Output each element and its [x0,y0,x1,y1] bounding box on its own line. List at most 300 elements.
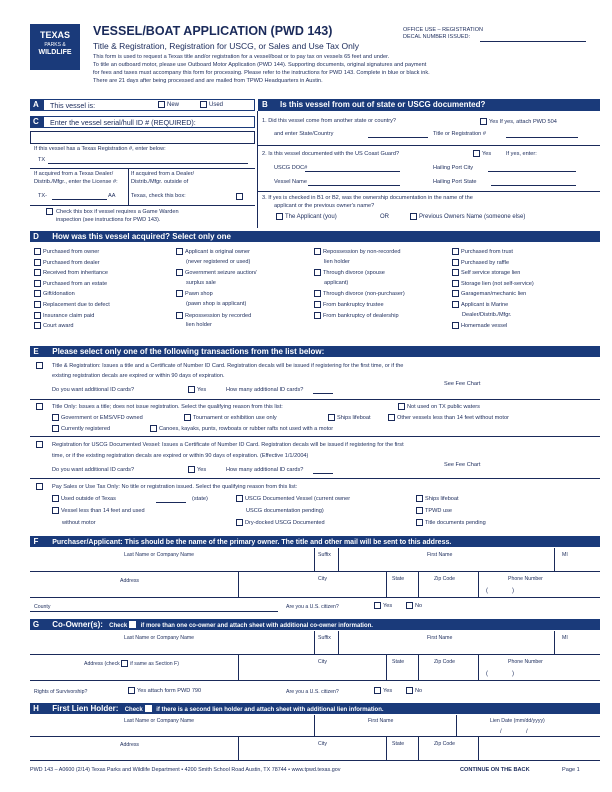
t3-fee-chart[interactable]: See Fee Chart [444,462,481,468]
t4-less-14ft-option[interactable] [52,507,145,514]
acquired-col1-label-6: Insurance claim paid [43,312,95,319]
acquired-col1-item-0[interactable] [34,248,110,259]
used-option[interactable] [200,101,223,108]
h-address-row[interactable] [30,737,600,761]
acquired-col3-checkbox-2[interactable] [314,269,321,276]
t3-yes-label: Yes [197,466,207,473]
acquired-col3-label-5: From bankruptcy trustee [323,301,384,308]
page-number: Page 1 [562,767,580,773]
acquired-col3-checkbox-5[interactable] [314,301,321,308]
b1-yes-checkbox[interactable] [480,118,487,125]
h-second-lien-checkbox[interactable] [145,705,152,712]
b1-yes-label: Yes If yes, attach PWD 504 [489,118,557,125]
acquired-col3-label-2: Through divorce (spouse [323,270,385,277]
g-citizen-label: Are you a U.S. citizen? [286,689,339,695]
footer-text: PWD 143 – A0600 (2/14) Texas Parks and Wildlife Department • 4200 Smith School Road Austin, TX 78744 • www.tpwd.texas.gov [30,767,341,773]
acquired-col1-label-4: Gift/donation [43,291,75,298]
acquired-col3-checkbox-6[interactable] [314,312,321,319]
b3-question-1: 3. If yes is checked in B1 or B2, was the ownership documentation in the name of the [262,195,473,201]
decal-number-text: DECAL NUMBER ISSUED: [403,34,471,40]
acquired-col4-item-3[interactable] [452,280,534,291]
t3-how-many: How many additional ID cards? [226,467,304,473]
b3-previous-owner-label: Previous Owners Name (someone else) [419,214,526,221]
t4-outside-texas-checkbox[interactable] [52,495,59,502]
g-citizen-yes-checkbox[interactable] [374,687,381,694]
t2-currently-registered-checkbox[interactable] [52,425,59,432]
f-first-name-label: First Name [427,552,453,558]
section-d-label: How was this vessel acquired? Select only one [52,232,231,241]
f-phone-area-close: ) [512,588,514,594]
section-e-bar [30,346,600,357]
g-first-name-label: First Name [427,635,453,641]
dealer-license-field[interactable] [52,199,107,200]
g-rights-yes-checkbox[interactable] [128,687,135,694]
h-date-sep-1: / [500,729,502,735]
acquired-col4-label-2: Self service storage lien [461,270,521,277]
g-address-label [84,660,179,667]
office-use-label: OFFICE USE – REGISTRATION [403,27,483,33]
acquired-col3-item-3 [314,280,405,291]
acquired-col4-checkbox-7[interactable] [452,322,459,329]
section-e-label: Please select only one of the following transactions from the list below: [52,347,325,356]
g-citizen-yes-label: Yes [383,687,393,694]
g-city-label: City [318,659,327,665]
acquired-col1-item-5[interactable] [34,301,110,312]
game-warden-checkbox[interactable] [46,208,53,215]
used-label: Used [209,102,224,109]
acquired-col3-item-5[interactable] [314,301,405,312]
acquired-col3-checkbox-0[interactable] [314,248,321,255]
f-address-label: Address [120,578,140,584]
decal-number-label [403,34,470,40]
intro-line-1: This form is used to request a Texas title and/or registration for a vessel/boat or to pay tax on vessels 65 feet and under. [93,54,390,60]
t1-yes-checkbox[interactable] [188,386,195,393]
g-phone-area-close: ) [512,671,514,677]
acquired-col2-label-2: Government seizure auction/ [185,270,257,277]
t4-tpwd-use-option[interactable] [416,507,452,514]
acquired-col1-label-1: Purchased from dealer [43,259,100,266]
acquired-col2-checkbox-2[interactable] [176,269,183,276]
acquired-column-4 [452,248,534,333]
t4-uscg-documented-label: USCG Documented Vessel (current owner [245,495,351,502]
t2-tournament-checkbox[interactable] [184,414,191,421]
acquired-col1-item-2[interactable] [34,269,110,280]
title-registration-checkbox[interactable] [36,362,43,369]
g-zip-label: Zip Code [434,659,456,665]
decal-number-field[interactable] [480,41,586,42]
b1-title-reg-field[interactable] [506,137,578,138]
acquired-col2-checkbox-6[interactable] [176,312,183,319]
b3-applicant-option[interactable] [276,213,337,220]
t1-how-many: How many additional ID cards? [226,387,304,393]
acquired-col2-label-6: Repossession by recorded [185,312,252,319]
acquired-col3-item-1 [314,259,405,270]
acquired-col2-label-1: (never registered or used) [186,258,251,265]
acquired-col2-item-0[interactable] [176,248,257,259]
sales-tax-only-desc: Pay Sales or Use Tax Only: No title or registration issued. Select the qualifying reason from this list: [52,484,298,490]
acquired-col1-label-5: Replacement due to defect [43,301,110,308]
aa-suffix: AA [108,193,116,199]
acquired-col1-label-3: Purchased from an estate [43,280,108,287]
acquired-col2-label-0: Applicant is original owner [185,248,250,255]
acquired-col3-item-2[interactable] [314,269,405,280]
section-a-label: This vessel is: [50,101,96,110]
f-suffix-label: Suffix [318,552,331,558]
f-citizen-no-checkbox[interactable] [406,602,413,609]
acquired-col2-label-5: (pawn shop is applicant) [186,300,247,307]
t4-state-field[interactable] [156,502,186,503]
acquired-col3-label-0: Repossession by non-recorded [323,248,401,255]
title-registration-desc-2: existing registration decals are expired or within 90 days of expiration. [52,373,225,379]
f-city-label: City [318,576,327,582]
acquired-col4-label-1: Purchased by raffle [461,259,510,266]
acquired-col1-label-0: Purchased from owner [43,248,100,255]
b3-or: OR [380,214,389,220]
section-f-letter: F [30,536,42,547]
t4-outside-texas-label: Used outside of Texas [61,495,116,502]
g-rights-yes-label: Yes attach form PWD 790 [137,687,202,694]
title-registration-desc-1: Title & Registration: Issues a title and a Certificate of Number ID Card. Registration decals will be issued if registering for the first time, or if the [52,363,404,369]
g-same-address-checkbox[interactable] [121,660,128,667]
g-citizen-yes-option[interactable] [374,687,392,694]
t2-government-label: Government or EMS/VFD owned [61,414,143,421]
acquired-col1-item-6[interactable] [34,312,110,323]
tx-prefix: TX [38,157,46,163]
t4-lifeboat-label: Ships lifeboat [425,495,459,502]
uscg-registration-desc-2: time, or if the existing registration decals are expired or within 90 days of expiration. (Effective 1/1/2004) [52,453,309,459]
acquired-col1-item-7[interactable] [34,322,110,333]
section-g-bar [30,619,600,630]
tx-dealer-prefix: TX- [38,193,48,199]
game-warden-label-1: Check this box if vessel requires a Game Warden [56,209,179,215]
g-address-tail: if same as Section F) [130,660,179,667]
t4-tpwd-use-label: TPWD use [425,507,453,514]
b3-applicant-label: The Applicant (you) [285,214,337,221]
f-zip-label: Zip Code [434,576,456,582]
hailing-city-field[interactable] [488,171,576,172]
f-phone-area: ( [486,588,488,594]
uscg-doc-label: USCG DOC# [274,165,308,171]
t2-other-vessels-checkbox[interactable] [388,414,395,421]
f-county-field[interactable] [30,598,278,612]
acquired-col1-checkbox-6[interactable] [34,312,41,319]
acquired-col4-label-0: Purchased from trust [461,248,513,255]
h-address-label: Address [120,742,140,748]
acquired-col1-checkbox-2[interactable] [34,269,41,276]
b3-previous-owner-option[interactable] [410,213,525,220]
vessel-name-field[interactable] [308,185,400,186]
t4-less-14ft-label: Vessel less than 14 feet and used [61,507,145,514]
g-mi-label: MI [562,635,568,641]
t4-lifeboat-option[interactable] [416,495,459,502]
h-zip-label: Zip Code [434,741,456,747]
section-g-check: Check [109,623,128,629]
out-of-state-dealer-2: Distrib./Mfgr. outside of [131,179,189,185]
uscg-registration-checkbox[interactable] [36,441,43,448]
acquired-col1-checkbox-1[interactable] [34,259,41,266]
t1-fee-chart[interactable]: See Fee Chart [444,381,481,387]
t4-title-pending-option[interactable] [416,519,486,526]
section-g-check-tail: if more than one co-owner and attach sheet with additional co-owner information. [140,623,373,629]
intro-line-2: To title an outboard motor, please use Outboard Motor Application (PWD 144). Supporting documents, original signatures and payment [93,62,427,68]
acquired-col4-item-6 [452,312,534,323]
acquired-col3-item-6[interactable] [314,312,405,323]
g-citizen-no-option[interactable] [406,687,422,694]
t4-uscg-documented-option[interactable] [236,495,350,502]
t2-government-option[interactable] [52,414,143,421]
acquired-col2-item-6[interactable] [176,312,257,323]
serial-hull-field[interactable] [30,131,255,144]
tx-registration-label: If this vessel has a Texas Registration #, enter below: [34,146,166,152]
f-mi-label: MI [562,552,568,558]
continue-on-back: CONTINUE ON THE BACK [460,767,530,773]
b1-title-reg-label: Title or Registration # [433,131,486,137]
t2-other-vessels-label: Other vessels less than 14 feet without motor [397,414,509,421]
h-last-name-label: Last Name or Company Name [124,718,195,724]
section-a-letter: A [33,100,39,109]
b3-question-2: applicant or the previous owner's name? [274,203,375,209]
t4-outside-texas-option[interactable] [52,495,116,502]
acquired-col3-label-3: applicant) [324,279,349,286]
acquired-col2-item-4[interactable] [176,290,257,301]
section-g-letter: G [30,619,42,630]
t2-currently-registered-label: Currently registered [61,425,111,432]
section-h-label: First Lien Holder: [52,704,119,713]
t4-uscg-pending: USCG documentation pending) [246,508,324,514]
acquired-col1-checkbox-0[interactable] [34,248,41,255]
t3-how-many-field[interactable] [313,473,333,474]
h-state-label: State [392,741,405,747]
acquired-col4-item-4[interactable] [452,290,534,301]
acquired-col4-label-4: Garageman/mechanic lien [461,291,527,298]
acquired-col2-item-5 [176,301,257,312]
t4-tpwd-use-checkbox[interactable] [416,507,423,514]
b2-if-yes: If yes, enter: [506,151,537,157]
acquired-col1-checkbox-5[interactable] [34,301,41,308]
b1-state-country-label: and enter State/Country [274,131,334,137]
acquired-col3-label-6: From bankruptcy of dealership [323,312,399,319]
section-h-bar [30,703,600,714]
h-lien-date-label: Lien Date (mm/dd/yyyy) [490,718,545,724]
acquired-col1-checkbox-7[interactable] [34,322,41,329]
uscg-registration-desc-1: Registration for USCG Documented Vessel: Issues a Certificate of Number ID Card. Registration decals will be issued if registering for the first [52,442,404,448]
t2-currently-registered-option[interactable] [52,425,110,432]
t3-yes-checkbox[interactable] [188,466,195,473]
acquired-col3-item-0[interactable] [314,248,405,259]
t4-title-pending-label: Title documents pending [425,519,486,526]
tx-registration-field[interactable] [48,163,248,164]
f-phone-label: Phone Number [508,576,543,582]
acquired-col1-item-3[interactable] [34,280,110,291]
b2-yes-checkbox[interactable] [473,150,480,157]
b3-previous-owner-checkbox[interactable] [410,213,417,220]
acquired-col4-label-3: Storage lien (not self-service) [461,280,534,287]
section-b-label: Is this vessel from out of state or USCG documented? [280,100,486,109]
acquired-col1-item-1[interactable] [34,259,110,270]
dealer-license-label-1: If acquired from a Texas Dealer/ [34,171,114,177]
section-b-letter: B [262,100,268,109]
t3-yes-option[interactable] [188,466,206,473]
acquired-col1-label-2: Received from inheritance [43,270,108,277]
g-more-coowners-checkbox[interactable] [129,621,136,628]
t2-not-used-label: Not used on TX public waters [407,403,480,410]
acquired-col4-checkbox-5[interactable] [452,301,459,308]
t4-title-pending-checkbox[interactable] [416,519,423,526]
acquired-col1-checkbox-3[interactable] [34,280,41,287]
t2-government-checkbox[interactable] [52,414,59,421]
acquired-col2-label-7: lien holder [186,322,212,329]
t3-additional-ids: Do you want additional ID cards? [52,467,135,473]
dealer-license-label-2: Distrib./Mfgr., enter the License #: [34,179,118,185]
section-c-letter: C [33,117,39,126]
f-citizen-yes-label: Yes [383,602,393,609]
logo-text-bot: WILDLIFE [38,49,72,56]
f-citizen-no-label: No [415,602,423,609]
b2-question: 2. Is this vessel documented with the US Coast Guard? [262,151,400,157]
title-only-checkbox[interactable] [36,403,43,410]
acquired-col1-item-4[interactable] [34,290,110,301]
t1-yes-option[interactable] [188,386,206,393]
acquired-col3-label-4: Through divorce (non-purchaser) [323,291,405,298]
t2-canoes-checkbox[interactable] [150,425,157,432]
g-name-row[interactable] [30,631,600,655]
g-phone-label: Phone Number [508,659,543,665]
acquired-col2-item-1 [176,259,257,270]
t2-canoes-label: Canoes, kayaks, punts, rowboats or rubber rafts not used with a motor [159,425,334,432]
t2-not-used-checkbox[interactable] [398,403,405,410]
acquired-col3-checkbox-4[interactable] [314,290,321,297]
acquired-col4-checkbox-3[interactable] [452,280,459,287]
f-last-name-label: Last Name or Company Name [124,552,195,558]
acquired-col4-item-0[interactable] [452,248,534,259]
acquired-col2-item-3 [176,280,257,291]
t2-canoes-option[interactable] [150,425,333,432]
section-h-check-tail: if there is a second lien holder and attach sheet with additional lien information. [156,707,384,713]
acquired-col3-item-4[interactable] [314,290,405,301]
g-phone-area: ( [486,671,488,677]
f-county-label: County [34,604,51,610]
acquired-col2-checkbox-0[interactable] [176,248,183,255]
t2-tournament-option[interactable] [184,414,277,421]
new-label: New [167,102,180,109]
section-h-check: Check [124,707,143,713]
g-last-name-label: Last Name or Company Name [124,635,195,641]
acquired-col1-checkbox-4[interactable] [34,290,41,297]
title-only-desc: Title Only: Issues a title; does not issue registration. Select the qualifying reason from this list: [52,404,283,410]
g-suffix-label: Suffix [318,635,331,641]
t4-without-motor: without motor [62,520,96,526]
f-name-row[interactable] [30,548,600,572]
uscg-doc-field[interactable] [305,171,400,172]
acquired-col4-item-1[interactable] [452,259,534,270]
intro-line-3: for fees and taxes must accompany this form for processing. Please refer to the instructions for PWD 143. Complete in blue or black ink. [93,70,430,76]
used-checkbox[interactable] [200,101,207,108]
logo-text-mid: PARKS & [44,42,66,48]
section-g-label: Co-Owner(s): [52,620,103,629]
acquired-col2-item-2[interactable] [176,269,257,280]
t2-other-vessels-option[interactable] [388,414,509,421]
t2-lifeboat-label: Ships lifeboat [337,414,371,421]
out-of-state-dealer-3: Texas, check this box: [131,193,186,199]
acquired-col1-label-7: Court award [43,323,74,330]
t1-additional-ids: Do you want additional ID cards? [52,387,135,393]
hailing-state-label: Hailing Port State [433,179,477,185]
t2-tournament-label: Tournament or exhibition use only [193,414,277,421]
out-of-state-dealer-1: If acquired from a Dealer/ [131,171,195,177]
acquired-column-2 [176,248,257,333]
intro-line-4: There are 21 days after being processed and are mailed from TPWD Headquarters in Austin. [93,78,323,84]
b1-yes-option[interactable] [480,118,557,125]
b1-state-country-field[interactable] [368,137,428,138]
acquired-col4-item-2[interactable] [452,269,534,280]
new-checkbox[interactable] [158,101,165,108]
acquired-col4-checkbox-4[interactable] [452,290,459,297]
f-citizen-label: Are you a U.S. citizen? [286,604,339,610]
page-title: VESSEL/BOAT APPLICATION (PWD 143) [93,24,333,38]
logo-text-top: TEXAS [39,30,70,40]
section-e-letter: E [30,346,42,357]
acquired-col4-item-5[interactable] [452,301,534,312]
new-option[interactable] [158,101,179,108]
section-c-label: Enter the vessel serial/hull ID # (REQUIRED): [50,118,196,127]
acquired-col4-checkbox-0[interactable] [452,248,459,255]
g-citizen-no-label: No [415,687,423,694]
g-rights-yes-option[interactable] [128,687,201,694]
page-subtitle: Title & Registration, Registration for USCG, or Sales and Use Tax Only [93,41,359,51]
acquired-col2-checkbox-4[interactable] [176,290,183,297]
section-d-letter: D [30,231,42,242]
hailing-state-field[interactable] [491,185,576,186]
out-of-state-dealer-checkbox[interactable] [236,193,243,200]
b2-yes-label: Yes [482,150,492,157]
acquired-col4-label-7: Homemade vessel [461,323,508,330]
hailing-city-label: Hailing Port City [433,165,474,171]
t2-lifeboat-option[interactable] [328,414,371,421]
b1-question: 1. Did this vessel come from another state or country? [262,118,396,124]
t1-how-many-field[interactable] [313,393,333,394]
t4-uscg-documented-checkbox[interactable] [236,495,243,502]
b2-yes-option[interactable] [473,150,491,157]
acquired-col4-checkbox-2[interactable] [452,269,459,276]
t4-lifeboat-checkbox[interactable] [416,495,423,502]
b3-applicant-checkbox[interactable] [276,213,283,220]
acquired-col4-checkbox-1[interactable] [452,259,459,266]
t4-dry-docked-option[interactable] [236,519,325,526]
t4-less-14ft-checkbox[interactable] [52,507,59,514]
f-citizen-no-option[interactable] [406,602,422,609]
sales-tax-only-checkbox[interactable] [36,483,43,490]
g-address-text: Address (check [84,660,120,667]
g-state-label: State [392,659,405,665]
h-date-sep-2: / [526,729,528,735]
acquired-column-1 [34,248,110,333]
t4-dry-docked-checkbox[interactable] [236,519,243,526]
t2-lifeboat-checkbox[interactable] [328,414,335,421]
g-citizen-no-checkbox[interactable] [406,687,413,694]
section-h-letter: H [30,703,42,714]
t4-state-label: (state) [192,496,208,502]
f-citizen-yes-checkbox[interactable] [374,602,381,609]
t2-not-used-option[interactable] [398,403,480,410]
acquired-col4-item-7[interactable] [452,322,534,333]
h-first-name-label: First Name [368,718,394,724]
f-citizen-yes-option[interactable] [374,602,392,609]
acquired-col4-label-6: Dealer/Distrib./Mfgr. [462,311,512,318]
acquired-col2-item-7 [176,322,257,333]
vessel-name-label: Vessel Name [274,179,307,185]
tpwd-logo [30,24,80,70]
acquired-column-3 [314,248,405,322]
